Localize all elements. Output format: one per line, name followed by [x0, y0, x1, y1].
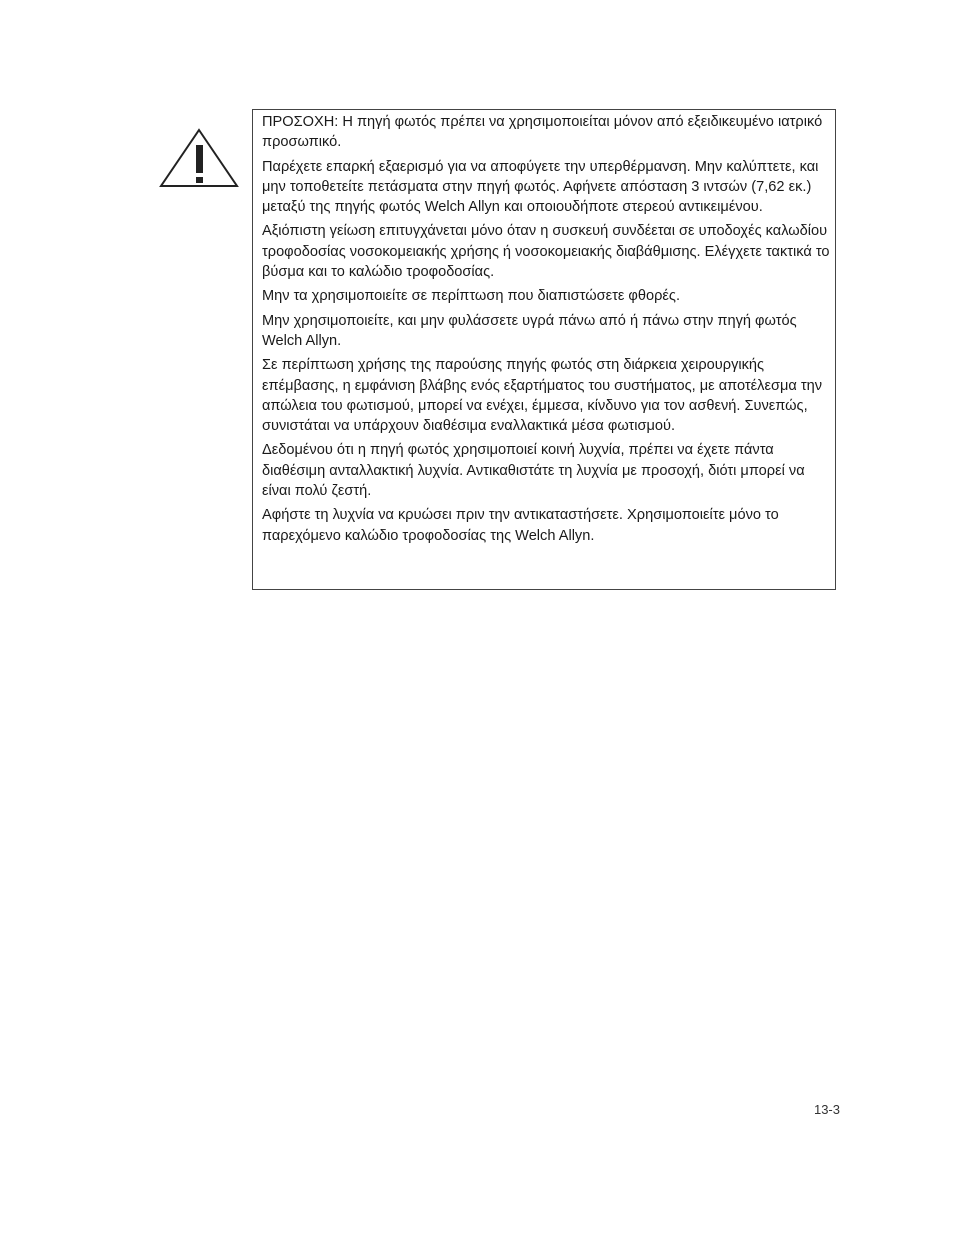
caution-heading: ΠΡΟΣΟΧΗ: Η πηγή φωτός πρέπει να χρησιμοποιείται μόνον από εξειδικευμένο ιατρικό προσωπικό.	[262, 114, 823, 151]
page-number: 13-3	[813, 1102, 840, 1117]
caution-damage: Μην τα χρησιμοποιείτε σε περίπτωση που διαπιστώσετε φθορές.	[262, 288, 681, 305]
caution-spare-lamp: Δεδομένου ότι η πηγή φωτός χρησιμοποιεί κοινή λυχνία, πρέπει να έχετε πάντα διαθέσιμη ανταλλακτική λυχνία. Αντικαθιστάτε τη λυχνία με προσοχή, διότι μπορεί να είναι πολύ ζεστή.	[262, 442, 805, 500]
caution-grounding: Αξιόπιστη γείωση επιτυγχάνεται μόνο όταν η συσκευή συνδέεται σε υποδοχές καλωδίου τροφοδοσίας νοσοκομειακής χρήσης ή νοσοκομειακής διαβάθμισης. Ελέγχετε τακτικά το βύσμα και το καλώδιο τροφοδοσίας.	[262, 223, 830, 281]
caution-surgery: Σε περίπτωση χρήσης της παρούσης πηγής φωτός στη διάρκεια χειρουργικής επέμβασης, η εμφάνιση βλάβης ενός εξαρτήματος του συστήματος, με αποτέλεσμα την απώλεια του φωτισμού, μπορεί να ενέχει, έμμεσα, κίνδυνο για τον ασθενή. Συνεπώς, συνιστάται να υπάρχουν διαθέσιμα εναλλακτικά μέσα φωτισμού.	[262, 357, 823, 435]
caution-box	[252, 109, 836, 590]
caution-liquids: Μην χρησιμοποιείτε, και μην φυλάσσετε υγρά πάνω από ή πάνω στην πηγή φωτός Welch Allyn.	[262, 312, 797, 349]
caution-cool-lamp: Αφήστε τη λυχνία να κρυώσει πριν την αντικαταστήσετε. Χρησιμοποιείτε μόνο το παρεχόμενο καλώδιο τροφοδοσίας της Welch Allyn.	[262, 507, 779, 544]
warning-triangle-icon	[158, 127, 240, 189]
caution-ventilation: Παρέχετε επαρκή εξαερισμό για να αποφύγετε την υπερθέρμανση. Μην καλύπτετε, και μην τοποθετείτε πετάσματα στην πηγή φωτός. Αφήνετε απόσταση 3 ιντσών (7,62 εκ.) μεταξύ της πηγής φωτός Welch Allyn και οποιουδήποτε στερεού αντικειμένου.	[262, 158, 819, 216]
